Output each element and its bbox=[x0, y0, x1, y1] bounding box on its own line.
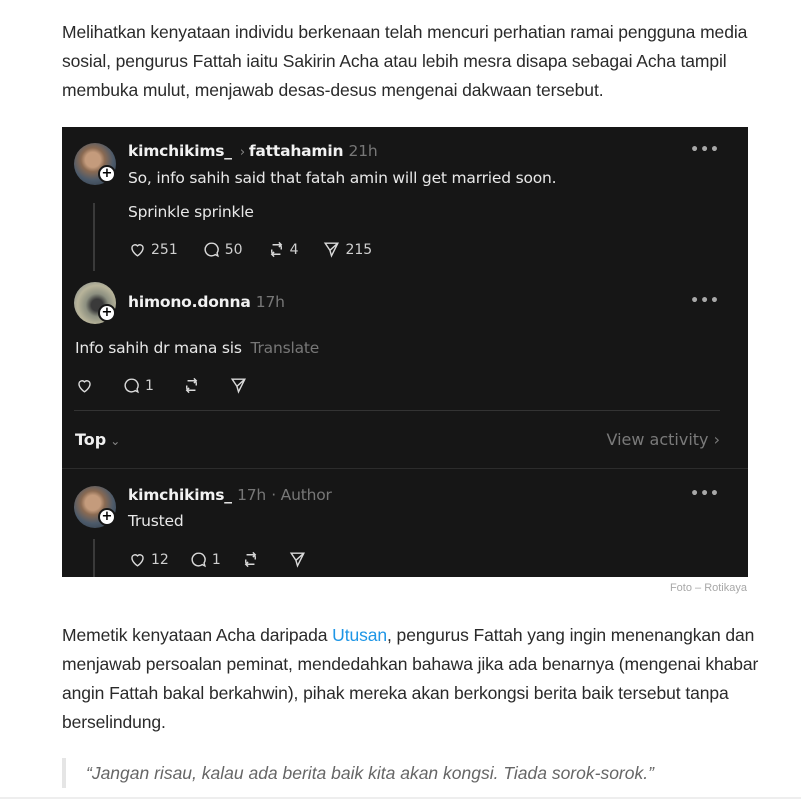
comment-icon bbox=[202, 240, 221, 259]
utusan-link[interactable]: Utusan bbox=[332, 625, 388, 645]
share-action bbox=[322, 240, 372, 259]
repost-count: 4 bbox=[289, 241, 299, 258]
reply-chevron-icon: › bbox=[239, 145, 245, 160]
author-tag: · Author bbox=[271, 486, 332, 504]
repost-action bbox=[182, 376, 201, 395]
post1-username: kimchikims_ bbox=[128, 142, 232, 160]
comment-icon bbox=[122, 376, 141, 395]
follow-plus-icon: + bbox=[98, 304, 116, 322]
post3-actions bbox=[128, 550, 331, 569]
article-paragraph-1: Melihatkan kenyataan individu berkenaan telah mencuri perhatian ramai pengguna media sosial, pengurus Fattah iaitu Sakirin Acha atau lebih mesra disapa sebagai Acha tampil membuka mulut, menjawab desas-desus mengenai dakwaan tersebut. bbox=[62, 22, 748, 100]
post1-more-icon: ••• bbox=[690, 142, 720, 158]
view-activity-label: View activity bbox=[606, 430, 709, 449]
like-action bbox=[128, 550, 169, 569]
post1-reply-to: fattahamin bbox=[248, 142, 344, 160]
post3-more-icon: ••• bbox=[690, 486, 720, 502]
post1-actions bbox=[128, 240, 396, 259]
post2-actions bbox=[75, 376, 272, 395]
post3-time: 17h bbox=[237, 486, 267, 504]
post3-text: Trusted bbox=[128, 512, 184, 530]
heart-icon bbox=[128, 240, 147, 259]
image-caption: Foto – Rotikaya bbox=[669, 582, 747, 594]
comment-action bbox=[202, 240, 243, 259]
heart-icon bbox=[128, 550, 147, 569]
follow-plus-icon: + bbox=[98, 508, 116, 526]
share-action bbox=[288, 550, 307, 569]
post2-more-icon: ••• bbox=[690, 293, 720, 309]
chevron-down-icon: ⌄ bbox=[110, 434, 121, 448]
post2-username: himono.donna bbox=[128, 293, 251, 311]
post3-header bbox=[128, 486, 332, 504]
repost-icon bbox=[267, 240, 286, 259]
send-icon bbox=[322, 240, 341, 259]
translate-link: Translate bbox=[250, 339, 320, 357]
send-icon bbox=[288, 550, 307, 569]
sort-top-dropdown bbox=[75, 430, 120, 449]
post1-text2: Sprinkle sprinkle bbox=[128, 203, 254, 221]
post2-header bbox=[128, 293, 285, 311]
post1-header bbox=[128, 142, 378, 160]
post1-time: 21h bbox=[348, 142, 378, 160]
repost-action bbox=[241, 550, 260, 569]
blockquote: “Jangan risau, kalau ada berita baik kita akan kongsi. Tiada sorok-sorok.” bbox=[62, 758, 654, 788]
threads-screenshot-image bbox=[62, 127, 748, 577]
post3-username: kimchikims_ bbox=[128, 486, 232, 504]
post2-text-row bbox=[75, 339, 319, 357]
divider bbox=[62, 468, 748, 469]
thread-line bbox=[93, 203, 95, 271]
article-paragraph-2 bbox=[62, 621, 762, 737]
chevron-right-icon: › bbox=[713, 430, 720, 449]
heart-icon bbox=[75, 376, 94, 395]
comment-count: 1 bbox=[145, 377, 154, 394]
send-icon bbox=[229, 376, 248, 395]
post2-text: Info sahih dr mana sis bbox=[75, 339, 242, 357]
comment-action bbox=[189, 550, 221, 569]
post2-time: 17h bbox=[255, 293, 285, 311]
post1-text: So, info sahih said that fatah amin will get married soon. bbox=[128, 169, 557, 187]
paragraph2-text-start: Memetik kenyataan Acha daripada bbox=[62, 625, 333, 645]
repost-action bbox=[267, 240, 299, 259]
divider bbox=[74, 410, 720, 411]
like-action bbox=[75, 376, 94, 395]
comment-icon bbox=[189, 550, 208, 569]
follow-plus-icon: + bbox=[98, 165, 116, 183]
divider bbox=[0, 797, 801, 799]
share-action bbox=[229, 376, 248, 395]
repost-icon bbox=[241, 550, 260, 569]
comment-count: 50 bbox=[224, 241, 243, 258]
comment-count: 1 bbox=[211, 551, 221, 568]
like-count: 12 bbox=[151, 551, 169, 568]
like-action bbox=[128, 240, 178, 259]
view-activity-link bbox=[606, 430, 720, 449]
paragraph2-text-end: , pengurus Fattah yang ingin menenangkan dan menjawab persoalan peminat, mendedahkan bahawa jika ada benarnya (mengenai khabar angin Fattah bakal berkahwin), pihak mereka akan berkongsi berita baik tersebut tanpa berselindung. bbox=[62, 625, 759, 732]
repost-icon bbox=[182, 376, 201, 395]
like-count: 251 bbox=[151, 241, 178, 258]
sort-label: Top bbox=[75, 430, 107, 449]
thread-line bbox=[93, 539, 95, 577]
comment-action bbox=[122, 376, 154, 395]
share-count: 215 bbox=[345, 241, 373, 258]
